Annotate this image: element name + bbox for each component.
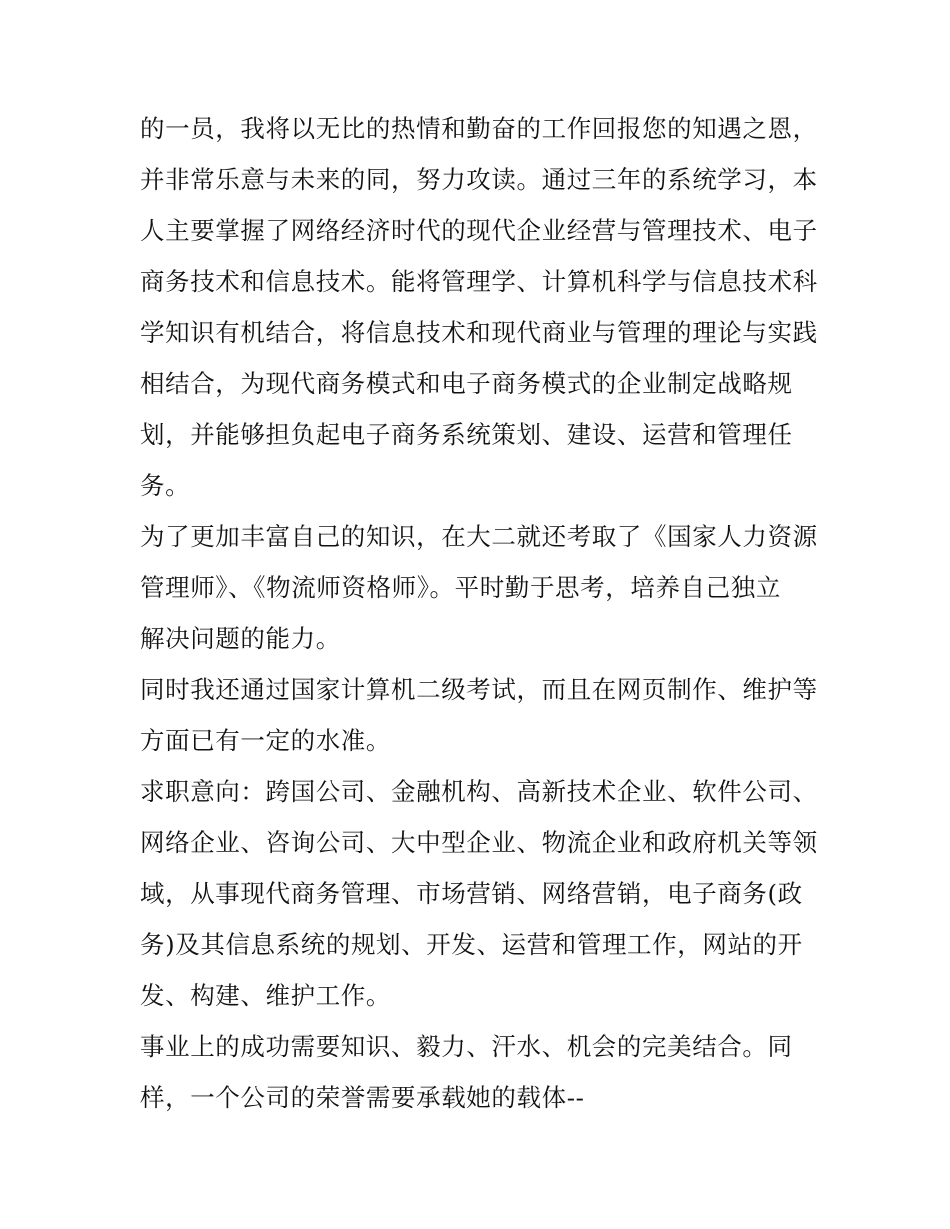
text-line: 为了更加丰富自己的知识，在大二就还考取了《国家人力资源 [140, 522, 818, 551]
text-line: 域，从事现代商务管理、市场营销、网络营销，电子商务(政 [140, 879, 803, 908]
text-line: 学知识有机结合，将信息技术和现代商业与管理的理论与实践 [140, 318, 818, 347]
text-line: 划，并能够担负起电子商务系统策划、建设、运营和管理任 [140, 420, 793, 449]
document-body [140, 103, 830, 1123]
text-line: 发、构建、维护工作。 [140, 981, 391, 1010]
text-line: 解决问题的能力。 [140, 624, 341, 653]
text-line: 样，一个公司的荣誉需要承载她的载体-- [140, 1083, 585, 1112]
text-line: 的一员，我将以无比的热情和勤奋的工作回报您的知遇之恩， [140, 114, 818, 143]
text-line: 方面已有一定的水准。 [140, 726, 391, 755]
text-line: 人主要掌握了网络经济时代的现代企业经营与管理技术、电子 [140, 216, 818, 245]
text-line: 求职意向：跨国公司、金融机构、高新技术企业、软件公司、 [140, 777, 818, 806]
text-line: 管理师》、《物流师资格师》。平时勤于思考，培养自己独立 [140, 573, 781, 602]
text-line: 并非常乐意与未来的同，努力攻读。通过三年的系统学习，本 [140, 165, 818, 194]
text-line: 网络企业、咨询公司、大中型企业、物流企业和政府机关等领 [140, 828, 818, 857]
text-line: 相结合，为现代商务模式和电子商务模式的企业制定战略规 [140, 369, 793, 398]
text-line: 事业上的成功需要知识、毅力、汗水、机会的完美结合。同 [140, 1032, 793, 1061]
text-line: 务)及其信息系统的规划、开发、运营和管理工作，网站的开 [140, 930, 803, 959]
text-line: 商务技术和信息技术。能将管理学、计算机科学与信息技术科 [140, 267, 818, 296]
text-line: 务。 [140, 471, 191, 500]
text-line: 同时我还通过国家计算机二级考试，而且在网页制作、维护等 [140, 675, 818, 704]
